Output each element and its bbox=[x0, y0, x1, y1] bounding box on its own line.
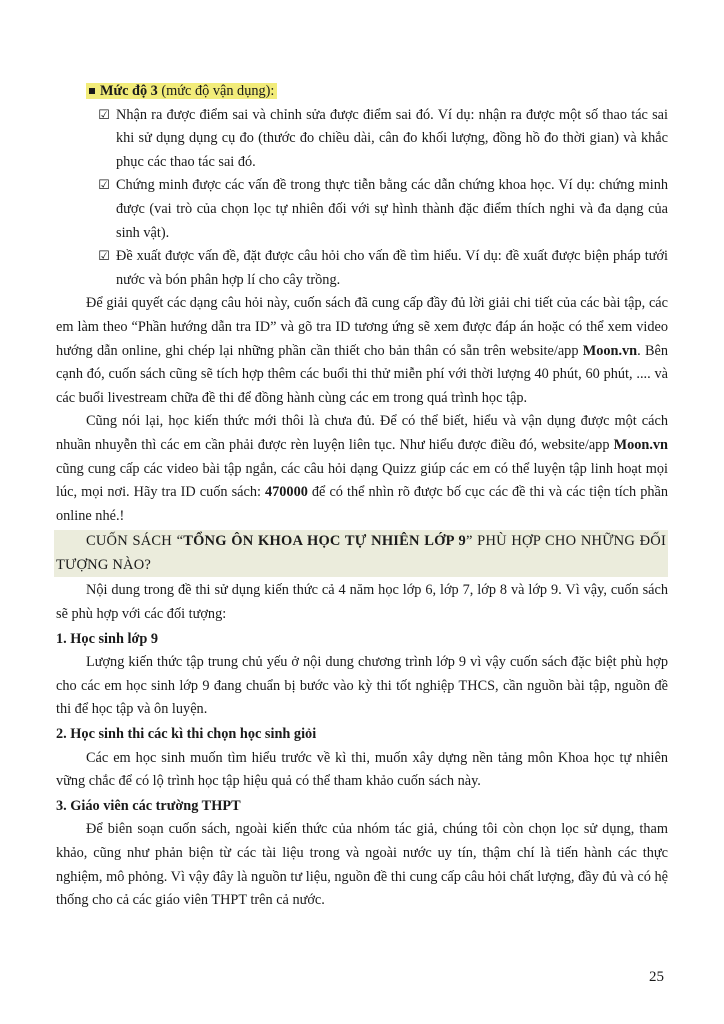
checkbox-checked-icon: ☑ bbox=[98, 178, 110, 194]
list-item-text: Đề xuất được vấn đề, đặt được câu hỏi cho vấn đề tìm hiểu. Ví dụ: đề xuất được biện pháp tưới nước và bón phân hợp lí cho cây trồng. bbox=[116, 248, 668, 288]
section-text: Các em học sinh muốn tìm hiểu trước về kì thi, muốn xây dựng nền tảng môn Khoa học tự nhiên vững chắc để có lộ trình học tập hiệu quả có thể tham khảo cuốn sách này. bbox=[56, 749, 668, 790]
book-id: 470000 bbox=[264, 484, 308, 501]
paragraph-solutions bbox=[56, 292, 668, 410]
banner-book-title: TỔNG ÔN KHOA HỌC TỰ NHIÊN LỚP 9 bbox=[183, 533, 466, 550]
level-3-subtitle: (mức độ vận dụng): bbox=[157, 83, 275, 99]
list-item bbox=[98, 104, 668, 175]
level-3-title: Mức độ 3 bbox=[100, 83, 158, 99]
paragraph-practice bbox=[56, 410, 668, 528]
section-heading: 3. Giáo viên các trường THPT bbox=[56, 797, 241, 814]
level-3-heading bbox=[86, 80, 668, 104]
list-item bbox=[98, 174, 668, 245]
section-text: Lượng kiến thức tập trung chủ yếu ở nội dung chương trình lớp 9 vì vậy cuốn sách đặc biệt phù hợp cho các em học sinh lớp 9 đang chuẩn bị bước vào kỳ thi tốt nghiệp THCS, cần nguồn bài tập, nguồn đề thi để học tập và ôn luyện. bbox=[56, 654, 668, 718]
level-3-highlight bbox=[86, 83, 277, 99]
checkbox-checked-icon: ☑ bbox=[98, 249, 110, 265]
checkbox-checked-icon: ☑ bbox=[98, 107, 110, 123]
list-item-text: Nhận ra được điểm sai và chỉnh sửa được điểm sai đó. Ví dụ: nhận ra được một số thao tác sai khi sử dụng dụng cụ đo (thước đo chiều dài, cân đo khối lượng, đồng hồ đo thời gian) và khắc phục các thao tác sai đó. bbox=[116, 106, 668, 170]
banner-text: CUỐN SÁCH “ bbox=[86, 533, 184, 550]
brand-name: Moon.vn bbox=[613, 436, 668, 453]
paragraph-audience-intro: Nội dung trong đề thi sử dụng kiến thức cả 4 năm học lớp 6, lớp 7, lớp 8 và lớp 9. Vì vậy, cuốn sách sẽ phù hợp với các đối tượng: bbox=[56, 582, 668, 623]
brand-name: Moon.vn bbox=[582, 342, 638, 359]
level-3-list bbox=[56, 104, 668, 293]
page-number: 25 bbox=[649, 969, 664, 985]
text-segment: Cũng nói lại, học kiến thức mới thôi là chưa đủ. Để có thể biết, hiểu và vận dụng được một cách nhuần nhuyễn thì các em cần phải được rèn luyện liên tục. Như hiểu được điều đó, website/app bbox=[56, 413, 668, 453]
page-content bbox=[56, 80, 668, 913]
list-item bbox=[98, 245, 668, 292]
text-segment: để có thể nhìn rõ được bố cục các đề thi và các tiện tích phần online nhé.! bbox=[56, 484, 669, 524]
section-heading: 2. Học sinh thi các kì thi chọn học sinh giỏi bbox=[56, 726, 317, 743]
square-bullet-icon bbox=[89, 88, 95, 94]
list-item-text: Chứng minh được các vấn đề trong thực tiễn bằng các dẫn chứng khoa học. Ví dụ: chứng minh được (vai trò của chọn lọc tự nhiên đối với sự hình thành đặc điểm thích nghi và đa dạng của sinh vật). bbox=[116, 177, 668, 241]
text-segment: cũng cung cấp các video bài tập ngắn, các câu hỏi dạng Quizz giúp các em có thể luyện tập linh hoạt mọi lúc, mọi nơi. Hãy tra ID cuốn sách: bbox=[56, 460, 668, 501]
section-banner bbox=[54, 530, 668, 577]
text-segment: Để giải quyết các dạng câu hỏi này, cuốn sách đã cung cấp đầy đủ lời giải chi tiết của các bài tập, các em làm theo “Phần hướng dẫn tra ID” và gõ tra ID tương ứng sẽ xem được đáp án hoặc có thể xem video hướng dẫn online, ghi chép lại những phần cần thiết cho bản thân có sẵn trên website/app bbox=[56, 295, 668, 359]
section-heading: 1. Học sinh lớp 9 bbox=[56, 630, 159, 647]
section-text: Để biên soạn cuốn sách, ngoài kiến thức của nhóm tác giả, chúng tôi còn chọn lọc sử dụng, tham khảo, cũng như phản biện từ các tài liệu trong và ngoài nước uy tín, thậm chí là tiến hành các thực nghiệm, mô phỏng. Vì vậy đây là nguồn tư liệu, nguồn đề thi cung cấp câu hỏi chất lượng, đầy đủ và có hệ thống cho cả các giáo viên THPT trên cả nước. bbox=[56, 821, 668, 909]
text-segment: . Bên cạnh đó, cuốn sách cũng sẽ tích hợp thêm các buổi thi thử miễn phí với thời lượng 40 phút, 60 phút, .... và các buổi livestream chữa đề thi để đồng hành cùng các em trong quá trình học tập. bbox=[56, 342, 668, 406]
banner-text: ” PHÙ HỢP CHO NHỮNG ĐỐI TƯỢNG NÀO? bbox=[56, 533, 666, 573]
